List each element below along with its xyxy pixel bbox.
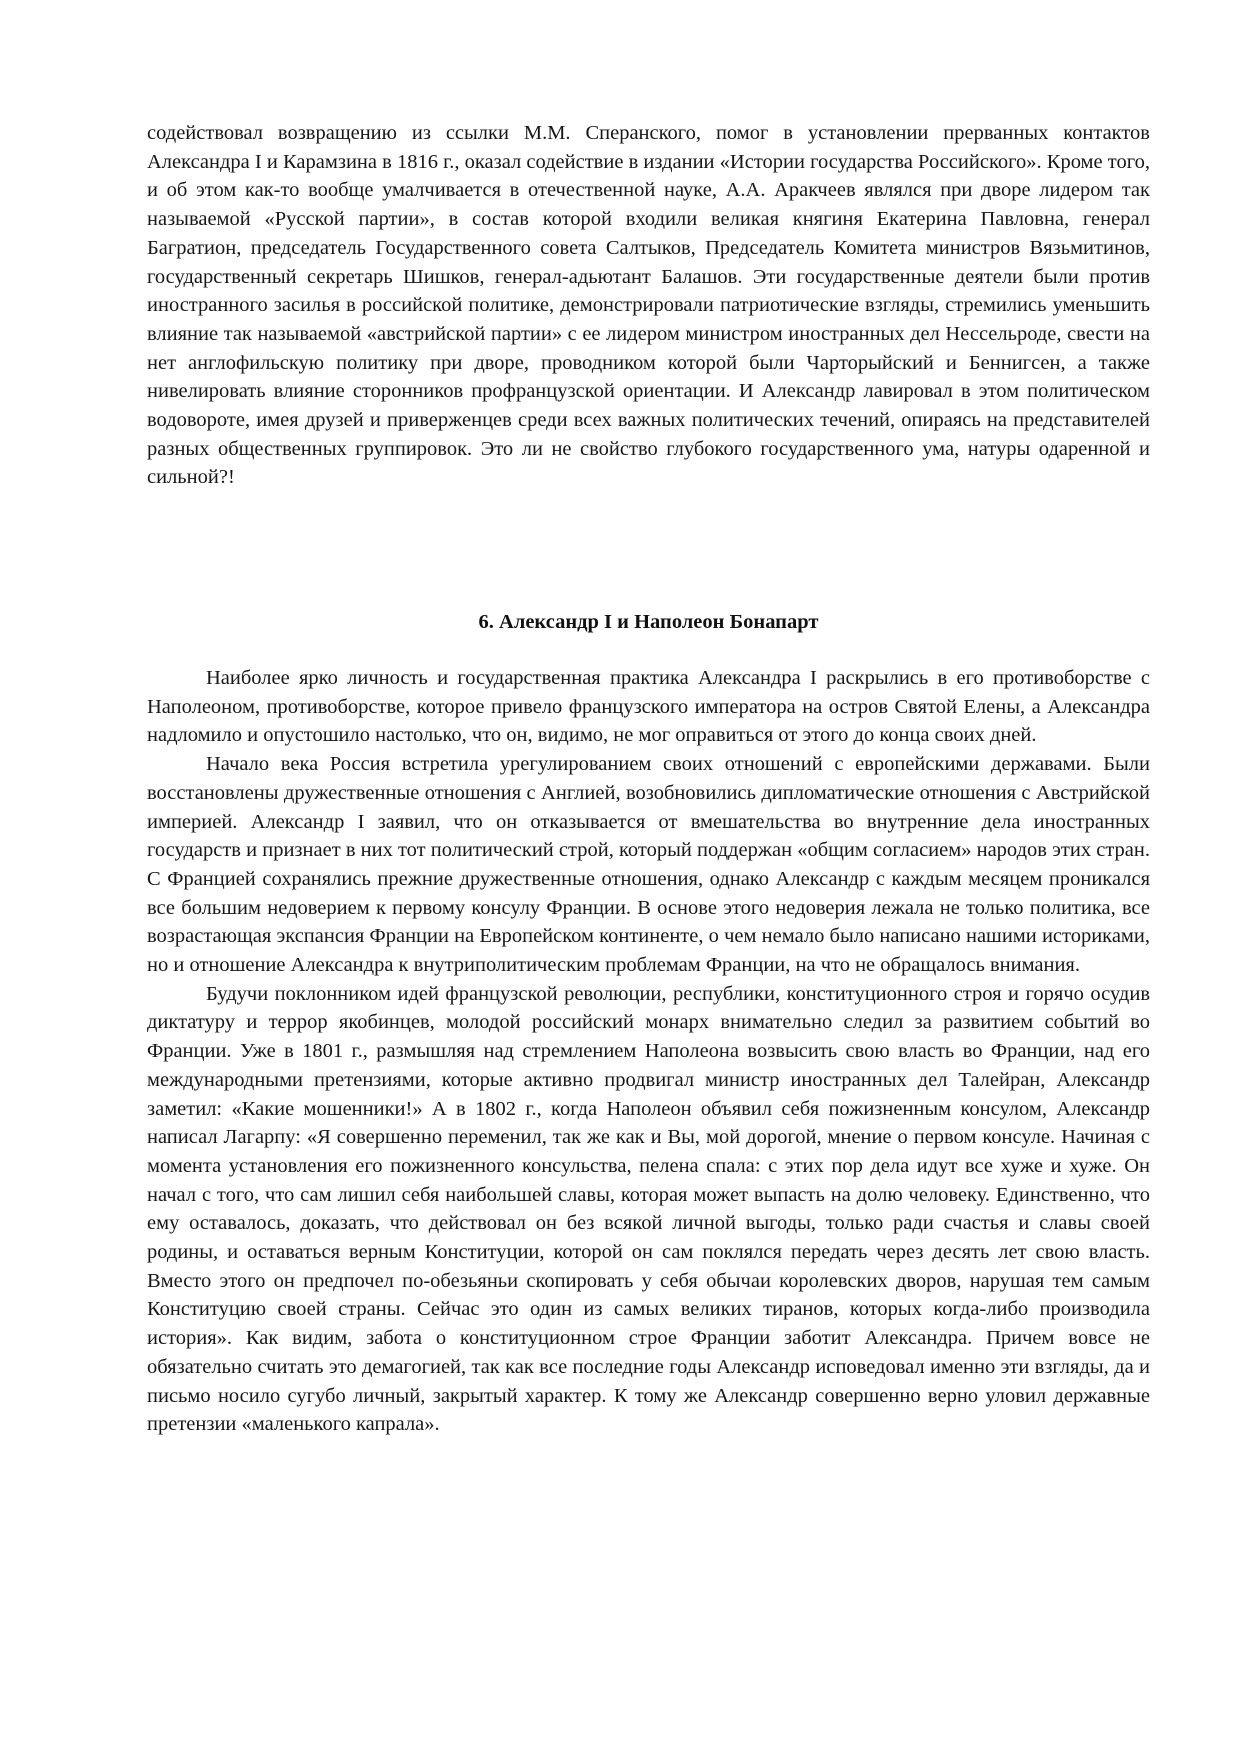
intro-text-block: [147, 119, 1150, 492]
body-paragraph-2: Начало века Россия встретила урегулированием своих отношений с европейскими державами. Были восстановлены дружественные отношения с Англией, возобновились дипломатические отношения с Австрийской империей. Александр I заявил, что он отказывается от вмешательства во внутренние дела иностранных государств и признает в них тот политический строй, который поддержан «общим согласием» народов этих стран. С Францией сохранялись прежние дружественные отношения, однако Александр с каждым месяцем проникался все большим недоверием к первому консулу Франции. В основе этого недоверия лежала не только политика, все возрастающая экспансия Франции на Европейском континенте, о чем немало было написано нашими историками, но и отношение Александра к внутриполитическим проблемам Франции, на что не обращалось внимания.: [147, 753, 1150, 977]
body-paragraph-3: Будучи поклонником идей французской революции, республики, конституционного строя и горячо осудив диктатуру и террор якобинцев, молодой российский монарх внимательно следил за развитием событий во Франции. Уже в 1801 г., размышляя над стремлением Наполеона возвысить свою власть во Франции, над его международными претензиями, которые активно продвигал министр иностранных дел Талейран, Александр заметил: «Какие мошенники!» А в 1802 г., когда Наполеон объявил себя пожизненным консулом, Александр написал Лагарпу: «Я совершенно переменил, так же как и Вы, мой дорогой, мнение о первом консуле. Начиная с момента установления его пожизненного консульства, пелена спала: с этих пор дела идут все хуже и хуже. Он начал с того, что сам лишил себя наибольшей славы, которая может выпасть на долю человеку. Единственно, что ему оставалось, доказать, что действовал он без всякой личной выгоды, только ради счастья и славы своей родины, и оставаться верным Конституции, которой он сам поклялся передать через десять лет свою власть. Вместо этого он предпочел по-обезьяньи скопировать у себя обычаи королевских дворов, нарушая тем самым Конституцию своей страны. Сейчас это один из самых великих тиранов, которых когда-либо производила история». Как видим, забота о конституционном строе Франции заботит Александра. Причем вовсе не обязательно считать это демагогией, так как все последние годы Александр исповедовал именно эти взгляды, да и письмо носило сугубо личный, закрытый характер. К тому же Александр совершенно верно уловил державные претензии «маленького капрала».: [147, 982, 1150, 1436]
intro-paragraph: содействовал возвращению из ссылки М.М. Сперанского, помог в установлении прерванных контактов Александра I и Карамзина в 1816 г., оказал содействие в издании «Истории государства Российского». Кроме того, и об этом как-то вообще умалчивается в отечественной науке, А.А. Аракчеев являлся при дворе лидером так называемой «Русской партии», в состав которой входили великая княгиня Екатерина Павловна, генерал Багратион, председатель Государственного совета Салтыков, Председатель Комитета министров Вязьмитинов, государственный секретарь Шишков, генерал-адьютант Балашов. Эти государственные деятели были против иностранного засилья в российской политике, демонстрировали патриотические взгляды, стремились уменьшить влияние так называемой «австрийской партии» с ее лидером министром иностранных дел Нессельроде, свести на нет англофильскую политику при дворе, проводником которой были Чарторыйский и Беннигсен, а также нивелировать влияние сторонников профранцузской ориентации. И Александр лавировал в этом политическом водовороте, имея друзей и приверженцев среди всех важных политических течений, опираясь на представителей разных общественных группировок. Это ли не свойство глубокого государственного ума, натуры одаренной и сильной?!: [147, 122, 1150, 489]
section-body: [147, 664, 1150, 1439]
section-heading: 6. Александр I и Наполеон Бонапарт: [478, 611, 819, 633]
body-paragraph-1: Наиболее ярко личность и государственная практика Александра I раскрылись в его противоборстве с Наполеоном, противоборстве, которое привело французского императора на остров Святой Елены, а Александра надломило и опустошило настолько, что он, видимо, не мог оправиться от этого до конца своих дней.: [147, 667, 1150, 747]
